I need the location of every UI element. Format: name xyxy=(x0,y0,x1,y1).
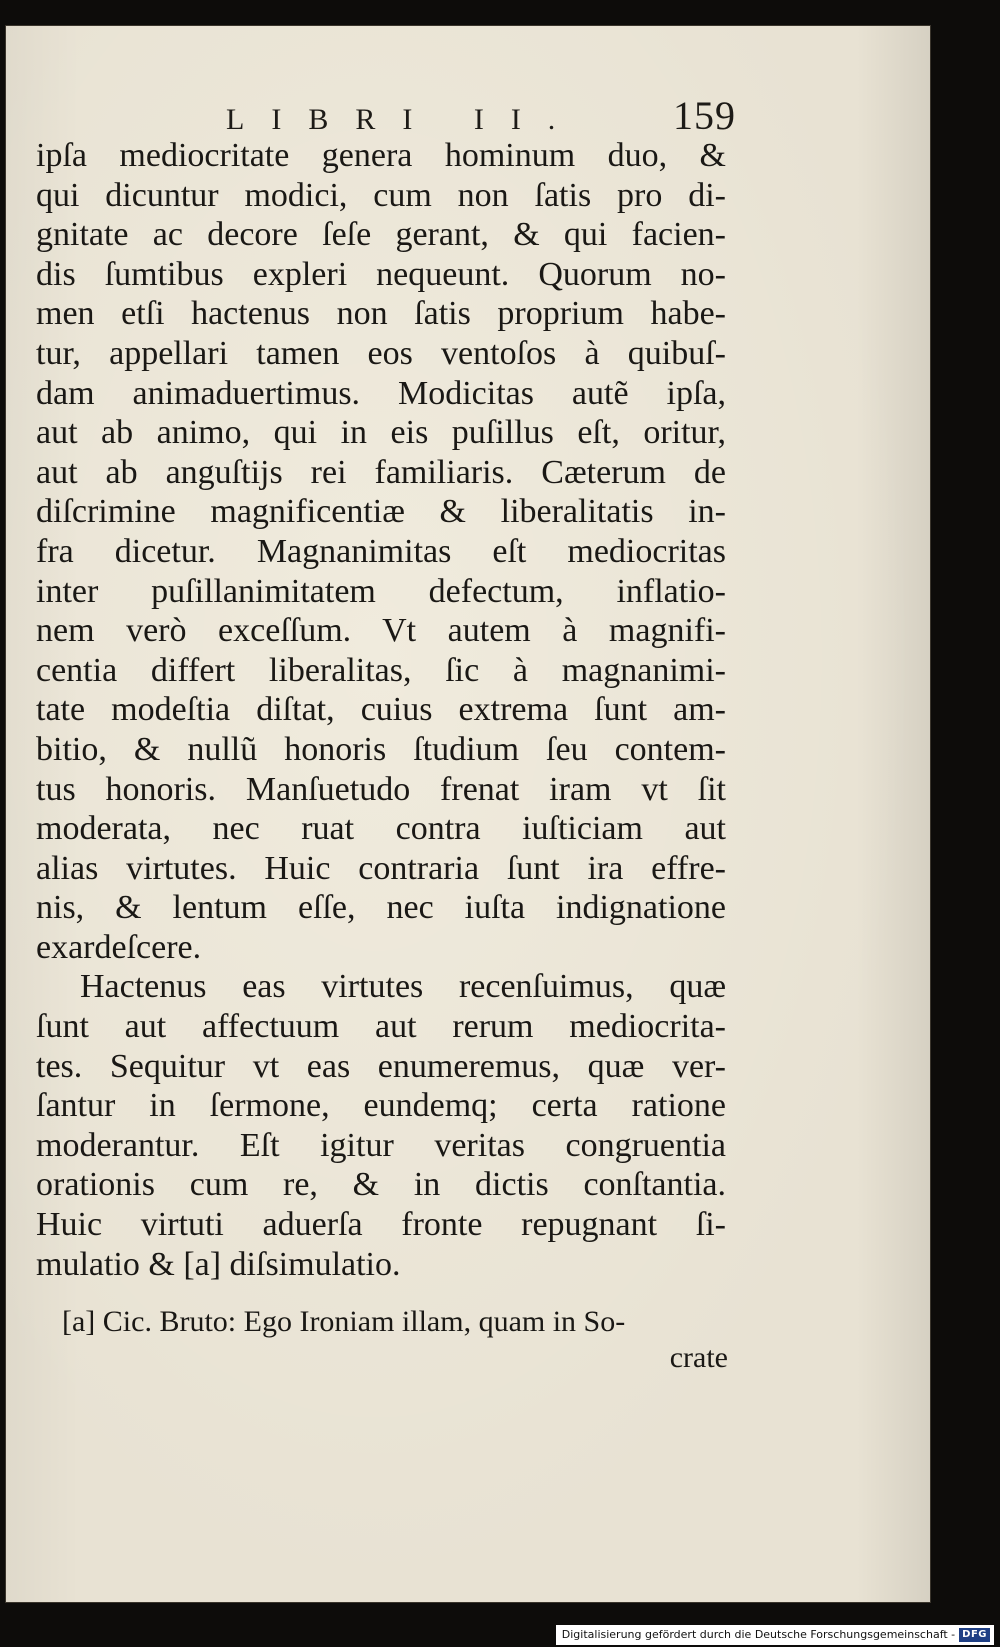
text-line: Huic virtuti aduerſa fronte repugnant ſi- xyxy=(36,1206,726,1244)
catchword: crate xyxy=(669,1341,728,1374)
text-line: dam animaduertimus. Modicitas autẽ ipſa, xyxy=(36,374,726,412)
text-line: ſantur in ſermone, eundemq; certa ratione xyxy=(36,1087,726,1125)
text-line: moderantur. Eſt igitur veritas congruentia xyxy=(36,1126,726,1164)
text-line: tus honoris. Manſuetudo frenat iram vt ſit xyxy=(36,770,726,808)
text-line: ſunt aut affectuum aut rerum mediocrita- xyxy=(36,1008,726,1046)
text-line: tur, appellari tamen eos ventoſos à quibuſ- xyxy=(36,334,726,372)
text-line: fra dicetur. Magnanimitas eſt mediocritas xyxy=(36,532,726,570)
text-line: nem verò exceſſum. Vt autem à magnifi- xyxy=(36,612,726,650)
text-line: qui dicuntur modici, cum non ſatis pro di- xyxy=(36,176,726,214)
text-line: gnitate ac decore ſeſe gerant, & qui facien- xyxy=(36,216,726,254)
text-line: aut ab anguſtijs rei familiaris. Cæterum de xyxy=(36,453,726,491)
digitization-credit xyxy=(556,1625,994,1645)
text-line: exardeſcere. xyxy=(36,928,202,966)
page-number: 159 xyxy=(673,93,736,138)
running-head xyxy=(226,92,736,139)
text-line: orationis cum re, & in dictis conſtantia. xyxy=(36,1166,726,1204)
text-line: tate modeſtia diſtat, cuius extrema ſunt am- xyxy=(36,691,726,729)
credit-text: Digitalisierung gefördert durch die Deutsche Forschungsgemeinschaft - xyxy=(561,1628,956,1641)
body-text xyxy=(36,136,726,1284)
text-line: diſcrimine magnificentiæ & liberalitatis in- xyxy=(36,493,726,531)
footnote xyxy=(62,1304,728,1376)
text-line: tes. Sequitur vt eas enumeremus, quæ ver- xyxy=(36,1047,726,1085)
footnote-line: [a] Cic. Bruto: Ego Ironiam illam, quam in So- xyxy=(62,1305,626,1338)
running-title: LIBRI II. xyxy=(226,103,583,136)
text-line: bitio, & nullũ honoris ſtudium ſeu contem- xyxy=(36,730,726,768)
text-line: centia differt liberalitas, ſic à magnanimi- xyxy=(36,651,726,689)
dfg-logo: DFG xyxy=(959,1628,990,1642)
text-line: alias virtutes. Huic contraria ſunt ira effre- xyxy=(36,849,726,887)
text-line: dis ſumtibus expleri nequeunt. Quorum no- xyxy=(36,255,726,293)
text-line: Hactenus eas virtutes recenſuimus, quæ xyxy=(80,968,726,1006)
text-line: nis, & lentum eſſe, nec iuſta indignatione xyxy=(36,889,726,927)
text-line: aut ab animo, qui in eis puſillus eſt, oritur, xyxy=(36,414,726,452)
text-line: mulatio & [a] diſsimulatio. xyxy=(36,1245,401,1283)
text-line: ipſa mediocritate genera hominum duo, & xyxy=(36,137,726,174)
text-line: moderata, nec ruat contra iuſticiam aut xyxy=(36,810,726,848)
text-line: inter puſillanimitatem defectum, inflatio- xyxy=(36,572,726,610)
text-line: men etſi hactenus non ſatis proprium habe- xyxy=(36,295,726,333)
